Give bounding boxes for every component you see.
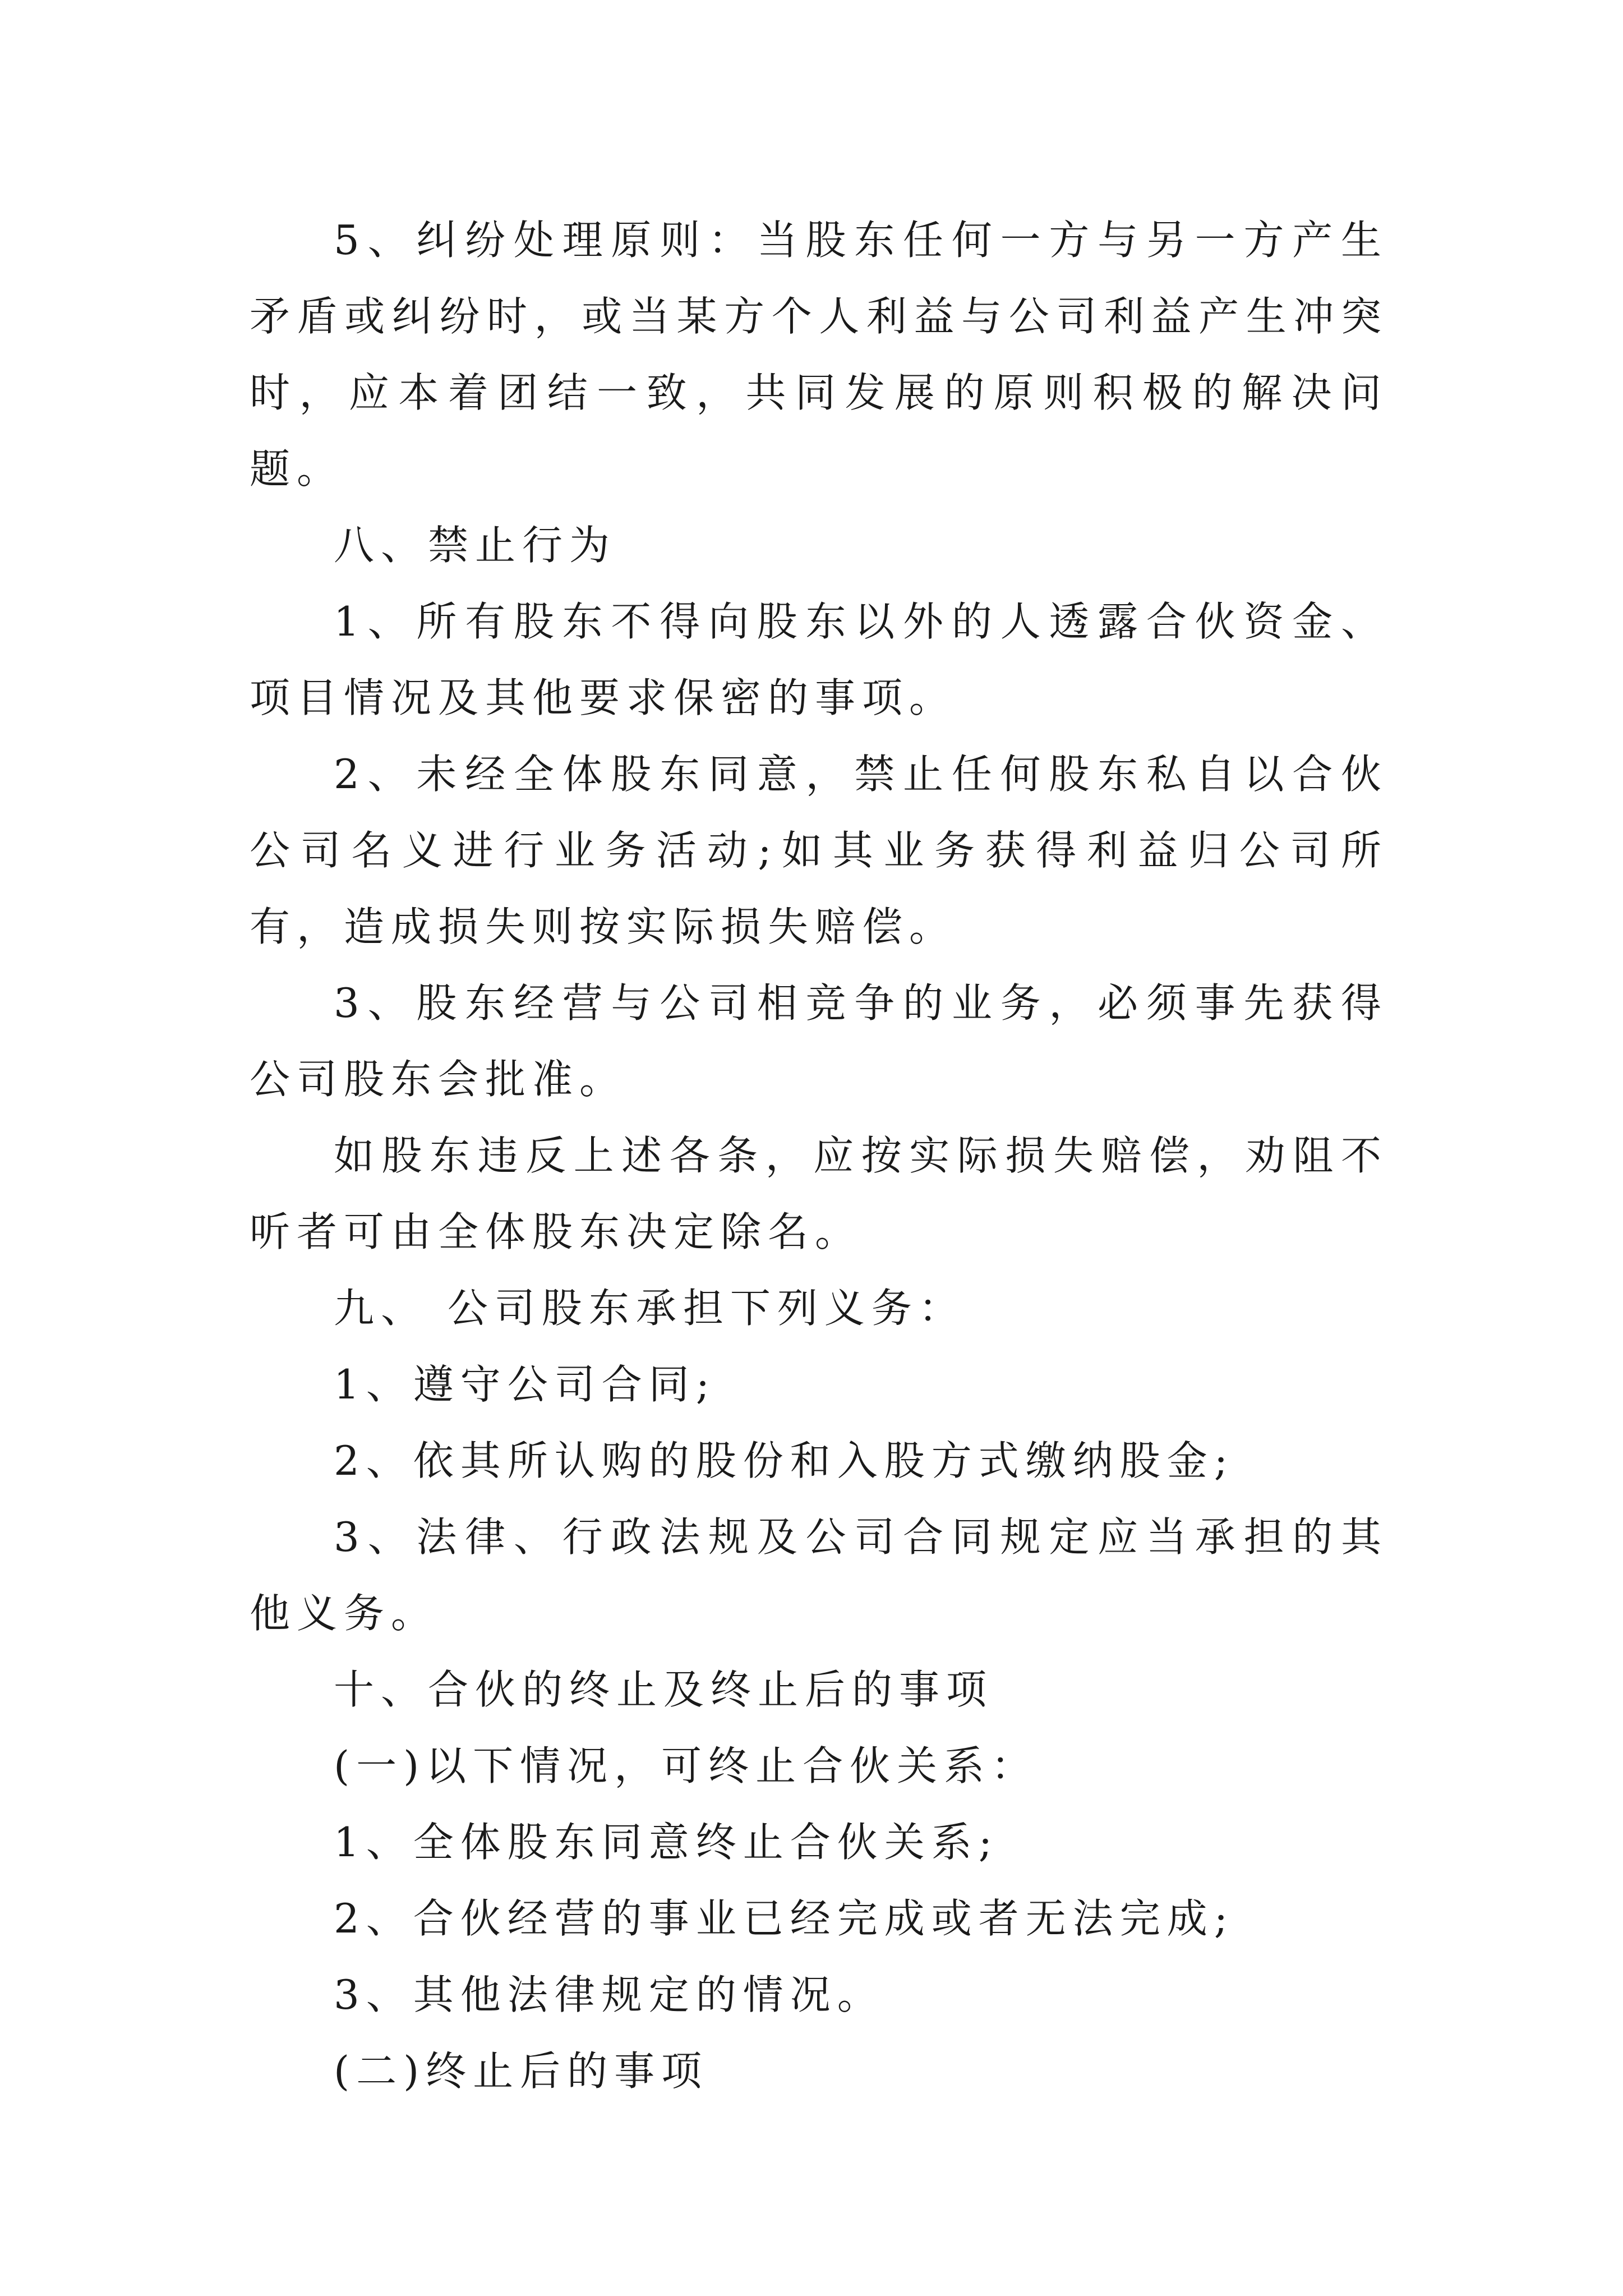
subheading-post-termination: (二)终止后的事项 (334, 2047, 709, 2095)
paragraph-violation-penalty: 如股东违反上述各条，应按实际损失赔偿，劝阻不听者可由全体股东决定除名。 (250, 1132, 1388, 1255)
paragraph-termination-1: 1、全体股东同意终止合伙关系; (334, 1819, 999, 1866)
paragraph-prohibition-1: 1、所有股东不得向股东以外的人透露合伙资金、项目情况及其他要求保密的事项。 (250, 598, 1388, 721)
paragraph-termination-2: 2、合伙经营的事业已经完成或者无法完成; (334, 1895, 1235, 1942)
paragraph-dispute-principle: 5、纠纷处理原则：当股东任何一方与另一方产生矛盾或纠纷时，或当某方个人利益与公司利益产生冲突时，应本着团结一致，共同发展的原则积极的解决问题。 (250, 217, 1388, 493)
subheading-termination-conditions: (一)以下情况，可终止合伙关系： (334, 1742, 1039, 1789)
paragraph-termination-3: 3、其他法律规定的情况。 (334, 1971, 884, 2018)
paragraph-obligation-1: 1、遵守公司合同; (334, 1361, 717, 1408)
paragraph-obligation-2: 2、依其所认购的股份和入股方式缴纳股金; (334, 1437, 1235, 1484)
heading-section-10: 十、合伙的终止及终止后的事项 (334, 1666, 994, 1713)
document-body (250, 202, 1388, 2109)
paragraph-obligation-3: 3、法律、行政法规及公司合同规定应当承担的其他义务。 (250, 1513, 1388, 1637)
paragraph-prohibition-3: 3、股东经营与公司相竞争的业务，必须事先获得公司股东会批准。 (250, 979, 1388, 1103)
heading-section-8: 八、禁止行为 (334, 522, 617, 569)
paragraph-prohibition-2: 2、未经全体股东同意，禁止任何股东私自以合伙公司名义进行业务活动;如其业务获得利益归公司所有，造成损失则按实际损失赔偿。 (250, 751, 1388, 950)
heading-section-9: 九、 公司股东承担下列义务： (334, 1285, 966, 1332)
